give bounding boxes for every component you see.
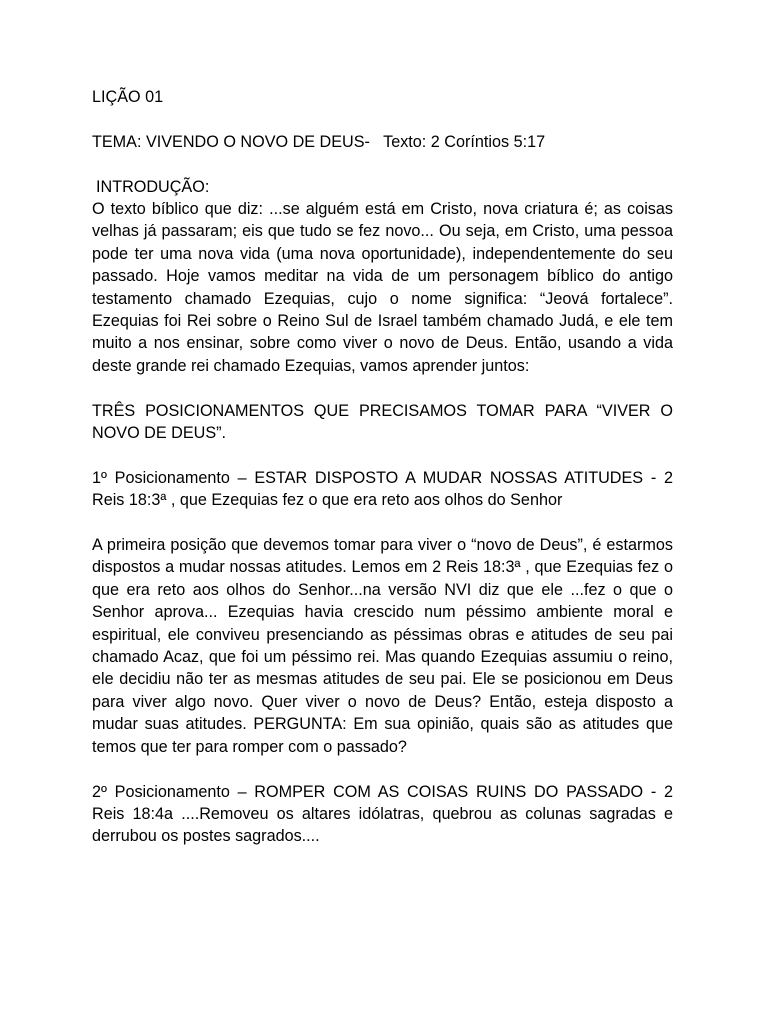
spacer [92, 153, 673, 175]
spacer [92, 377, 673, 399]
spacer [92, 444, 673, 466]
intro-paragraph: O texto bíblico que diz: ...se alguém está em Cristo, nova criatura é; as coisas velhas já passaram; eis que tudo se fez novo... Ou seja, em Cristo, uma pessoa pode ter uma nova vida (uma nova oportunidade), independentemente do seu passado. Hoje vamos meditar na vida de um personagem bíblico do antigo testamento chamado Ezequias, cujo o nome significa: “Jeová fortalece”. Ezequias foi Rei sobre o Reino Sul de Israel também chamado Judá, e ele tem muito a nos ensinar, sobre como viver o novo de Deus. Então, usando a vida deste grande rei chamado Ezequias, vamos aprender juntos: [92, 200, 673, 375]
position-1-heading: 1º Posicionamento – ESTAR DISPOSTO A MUDAR NOSSAS ATITUDES - 2 Reis 18:3ª , que Ezequias fez o que era reto aos olhos do Senhor [92, 468, 673, 510]
spacer [92, 758, 673, 780]
intro-heading: INTRODUÇÃO: [96, 177, 210, 196]
position-2-heading: 2º Posicionamento – ROMPER COM AS COISAS RUINS DO PASSADO - 2 Reis 18:4a ....Removeu os altares idólatras, quebrou as colunas sagradas e derrubou os postes sagrados.... [92, 782, 673, 846]
position-1-paragraph: A primeira posição que devemos tomar para viver o “novo de Deus”, é estarmos dispostos a mudar nossas atitudes. Lemos em 2 Reis 18:3ª , que Ezequias fez o que era reto aos olhos do Senhor...na versão NVI diz que ele ...fez o que o Senhor aprova... Ezequias havia crescido num péssimo ambiente moral e espiritual, ele conviveu presenciando as péssimas obras e atitudes de seu pai chamado Acaz, que foi um péssimo rei. Mas quando Ezequias assumiu o reino, ele decidiu não ter as mesmas atitudes de seu pai. Ele se posicionou em Deus para viver algo novo. Quer viver o novo de Deus? Então, esteja disposto a mudar suas atitudes. PERGUNTA: Em sua opinião, quais são as atitudes que temos que ter para romper com o passado? [92, 536, 673, 756]
spacer [92, 108, 673, 130]
lesson-title: LIÇÃO 01 [92, 88, 164, 106]
spacer [92, 512, 673, 534]
document-page [92, 86, 673, 848]
three-positions-heading: TRÊS POSICIONAMENTOS QUE PRECISAMOS TOMAR PARA “VIVER O NOVO DE DEUS”. [92, 401, 673, 443]
theme-line: TEMA: VIVENDO O NOVO DE DEUS- Texto: 2 Coríntios 5:17 [92, 132, 546, 151]
